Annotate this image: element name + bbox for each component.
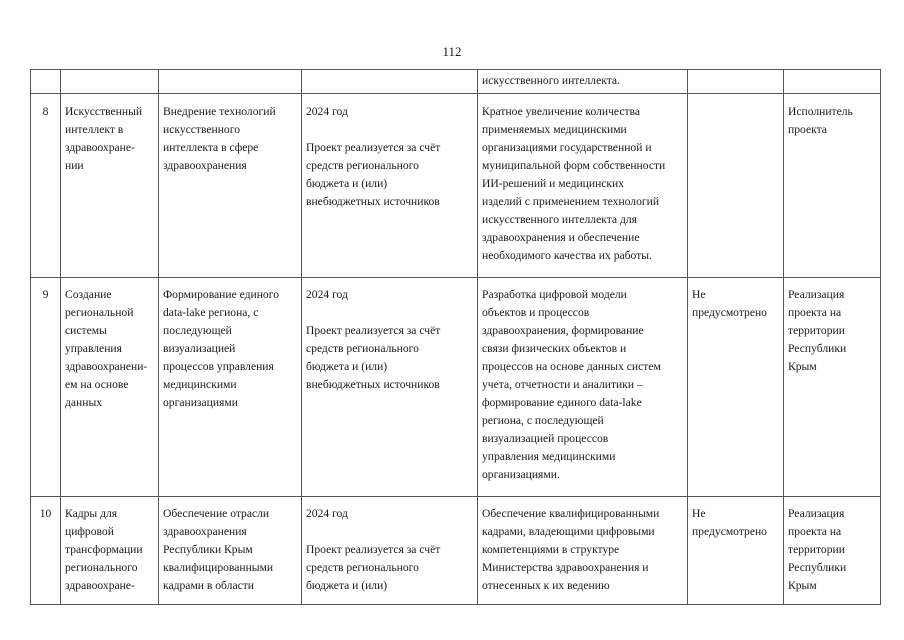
direction-line: регионального <box>65 561 138 574</box>
project-line: Формирование единого <box>163 288 279 301</box>
deadline-line: средств регионального <box>306 159 419 172</box>
responsible-line: Исполнитель <box>788 105 853 118</box>
cell-funding <box>688 497 784 605</box>
result-line: Обеспечение квалифицированными <box>482 507 660 520</box>
cell-direction <box>61 70 159 94</box>
cell-deadline <box>302 94 478 278</box>
responsible-line: Крым <box>788 579 817 592</box>
responsible-line: проекта на <box>788 306 842 319</box>
cell-result <box>478 497 688 605</box>
project-line: процессов управления <box>163 360 274 373</box>
result-line: формирование единого data-lake <box>482 396 642 409</box>
direction-line: трансформации <box>65 543 143 556</box>
table-row <box>31 70 881 94</box>
deadline-line: Проект реализуется за счёт <box>306 543 441 556</box>
deadline-line: внебюджетных источников <box>306 195 440 208</box>
cell-deadline <box>302 497 478 605</box>
project-line: медицинскими <box>163 378 237 391</box>
direction-line: Кадры для <box>65 507 118 520</box>
responsible-line: Реализация <box>788 288 845 301</box>
cell-funding <box>688 94 784 278</box>
result-line: применяемых медицинскими <box>482 123 627 136</box>
result-line: объектов и процессов <box>482 306 590 319</box>
result-line: Кратное увеличение количества <box>482 105 641 118</box>
cell-result <box>478 70 688 94</box>
cell-deadline <box>302 70 478 94</box>
direction-line: данных <box>65 396 103 409</box>
responsible-line: территории <box>788 543 845 556</box>
result-line: связи физических объектов и <box>482 342 627 355</box>
result-line: управления медицинскими <box>482 450 616 463</box>
cell-funding <box>688 70 784 94</box>
project-line: здравоохранения <box>163 159 247 172</box>
result-line: ИИ-решений и медицинских <box>482 177 625 190</box>
result-line: визуализацией процессов <box>482 432 609 445</box>
result-line: компетенциями в структуре <box>482 543 620 556</box>
direction-line: ем на основе <box>65 378 129 391</box>
deadline-line: бюджета и (или) <box>306 360 388 373</box>
responsible-line: Реализация <box>788 507 845 520</box>
result-line: отнесенных к их ведению <box>482 579 610 592</box>
deadline-line: внебюджетных источников <box>306 378 440 391</box>
deadline-year: 2024 год <box>306 105 348 118</box>
result-line: здравоохранения и обеспечение <box>482 231 640 244</box>
cell-result <box>478 278 688 497</box>
responsible-line: проекта на <box>788 525 842 538</box>
project-line: интеллекта в сфере <box>163 141 259 154</box>
result-line: искусственного интеллекта. <box>482 74 620 87</box>
result-line: региона, с последующей <box>482 414 604 427</box>
result-line: здравоохранения, формирование <box>482 324 644 337</box>
direction-line: Искусственный <box>65 105 143 118</box>
cell-direction <box>61 94 159 278</box>
cell-project <box>159 497 302 605</box>
deadline-line: бюджета и (или) <box>306 579 388 592</box>
responsible-line: проекта <box>788 123 827 136</box>
responsible-line: Республики <box>788 561 847 574</box>
cell-project <box>159 278 302 497</box>
cell-funding <box>688 278 784 497</box>
project-line: квалифицированными <box>163 561 274 574</box>
deadline-line: средств регионального <box>306 561 419 574</box>
deadline-year: 2024 год <box>306 288 348 301</box>
cell-num: 8 <box>31 94 61 278</box>
cell-responsible <box>784 94 881 278</box>
cell-result <box>478 94 688 278</box>
result-line: Разработка цифровой модели <box>482 288 627 301</box>
table-row <box>31 94 881 278</box>
direction-line: здравоохране- <box>65 141 135 154</box>
project-line: Внедрение технологий <box>163 105 276 118</box>
direction-line: цифровой <box>65 525 114 538</box>
project-line: Обеспечение отрасли <box>163 507 270 520</box>
project-line: кадрами в области <box>163 579 255 592</box>
funding-line: Не <box>692 507 706 520</box>
direction-line: интеллект в <box>65 123 124 136</box>
result-line: необходимого качества их работы. <box>482 249 652 262</box>
deadline-year: 2024 год <box>306 507 348 520</box>
result-line: учета, отчетности и аналитики – <box>482 378 643 391</box>
responsible-line: Республики <box>788 342 847 355</box>
direction-line: здравоохранени- <box>65 360 148 373</box>
result-line: организациями. <box>482 468 560 481</box>
direction-line: Создание <box>65 288 112 301</box>
result-line: Министерства здравоохранения и <box>482 561 649 574</box>
deadline-line: средств регионального <box>306 342 419 355</box>
cell-deadline <box>302 278 478 497</box>
responsible-line: территории <box>788 324 845 337</box>
project-line: здравоохранения <box>163 525 247 538</box>
cell-responsible <box>784 497 881 605</box>
cell-direction <box>61 497 159 605</box>
direction-line: региональной <box>65 306 134 319</box>
result-line: кадрами, владеющими цифровыми <box>482 525 655 538</box>
result-line: искусственного интеллекта для <box>482 213 637 226</box>
result-line: процессов на основе данных систем <box>482 360 661 373</box>
deadline-line: Проект реализуется за счёт <box>306 324 441 337</box>
project-line: искусственного <box>163 123 240 136</box>
cell-responsible <box>784 70 881 94</box>
funding-line: предусмотрено <box>692 306 767 319</box>
deadline-line: бюджета и (или) <box>306 177 388 190</box>
funding-line: предусмотрено <box>692 525 767 538</box>
document-table <box>30 69 881 605</box>
project-line: data-lake региона, с <box>163 306 259 319</box>
funding-line: Не <box>692 288 706 301</box>
direction-line: управления <box>65 342 122 355</box>
page-number: 112 <box>442 44 462 59</box>
result-line: организациями государственной и <box>482 141 652 154</box>
project-line: визуализацией <box>163 342 236 355</box>
cell-num <box>31 70 61 94</box>
direction-line: системы <box>65 324 107 337</box>
deadline-line: Проект реализуется за счёт <box>306 141 441 154</box>
table-row <box>31 278 881 497</box>
result-line: муниципальной форм собственности <box>482 159 666 172</box>
direction-line: нии <box>65 159 84 172</box>
project-line: Республики Крым <box>163 543 253 556</box>
cell-project <box>159 94 302 278</box>
cell-responsible <box>784 278 881 497</box>
table-row <box>31 497 881 605</box>
cell-project <box>159 70 302 94</box>
direction-line: здравоохране- <box>65 579 135 592</box>
responsible-line: Крым <box>788 360 817 373</box>
project-line: организациями <box>163 396 238 409</box>
result-line: изделий с применением технологий <box>482 195 660 208</box>
cell-num: 9 <box>31 278 61 497</box>
cell-direction <box>61 278 159 497</box>
project-line: последующей <box>163 324 232 337</box>
cell-num: 10 <box>31 497 61 605</box>
